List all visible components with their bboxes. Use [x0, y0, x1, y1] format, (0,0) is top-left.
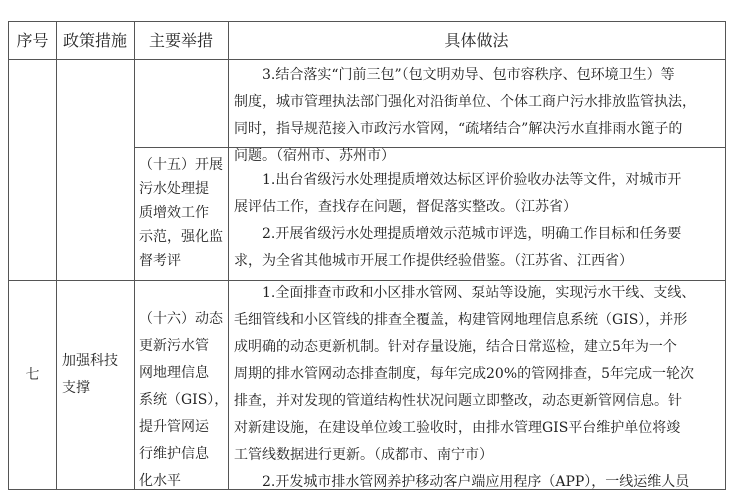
header-no: 序号	[16, 31, 49, 50]
divider	[9, 59, 725, 60]
divider	[134, 22, 135, 489]
text-line: 行维护信息	[139, 446, 209, 462]
text-line: 排查，并对发现的管道结构性状况问题立即整改，动态更新管网信息。针	[234, 393, 682, 409]
text-line: 制度，城市管理执法部门强化对沿街单位、个体工商户污水排放监管执法，	[234, 94, 696, 110]
text-line: 督考评	[139, 253, 181, 269]
text-line: 2.开发城市排水管网养护移动客户端应用程序（APP），一线运维人员	[262, 474, 690, 490]
text-line: 周期的排水管网动态排查制度，每年完成20%的管网排查，5年完成一轮次	[234, 366, 695, 382]
row3-detail	[234, 280, 695, 496]
row3-no: 七	[25, 367, 40, 383]
text-line: 工管线数据进行更新。（成都市、南宁市）	[234, 447, 493, 463]
text-line: 对新建设施，在建设单位竣工验收时，由排水管理GIS平台维护单位将竣	[234, 420, 681, 436]
text-line: 毛细管线和小区管线的排查全覆盖，构建管网地理信息系统（GIS），并形	[234, 312, 688, 328]
text-line: 2.开展省级污水处理提质增效示范城市评选，明确工作目标和任务要	[262, 226, 682, 242]
text-line: 同时，指导规范接入市政污水管网，“疏堵结合”解决污水直排雨水篦子的	[234, 121, 683, 137]
text-line: 成明确的动态更新机制。针对存量设施，结合日常巡检，建立5年为一个	[234, 339, 677, 355]
text-line: 1.全面排查市政和小区排水管网、泵站等设施，实现污水干线、支线、	[262, 285, 696, 301]
text-line: （十五）开展	[139, 157, 223, 173]
header-measure: 主要举措	[148, 31, 213, 50]
divider	[56, 22, 57, 489]
text-line: 加强科技	[62, 353, 118, 369]
header-policy: 政策措施	[62, 31, 127, 50]
text-line: （十六）动态	[139, 311, 223, 327]
text-line: 问题。（宿州市、苏州市）	[234, 148, 395, 164]
policy-table	[8, 21, 726, 490]
header-detail: 具体做法	[444, 31, 509, 50]
text-line: 网地理信息	[139, 365, 209, 381]
row2-measure	[139, 153, 223, 273]
row3-policy	[62, 348, 118, 402]
text-line: 示范，强化监	[139, 229, 223, 245]
text-line: 质增效工作	[139, 205, 209, 221]
text-line: 更新污水管	[139, 338, 209, 354]
text-line: 化水平	[139, 473, 181, 489]
text-line: 展评估工作，查找存在问题，督促落实整改。（江苏省）	[234, 199, 577, 215]
text-line: 求，为全省其他城市开展工作提供经验借鉴。（江苏省、江西省）	[234, 253, 633, 269]
row3-measure	[139, 306, 228, 495]
text-line: 污水处理提	[139, 181, 209, 197]
text-line: 提升管网运	[139, 419, 209, 435]
text-line: 1.出台省级污水处理提质增效达标区评价验收办法等文件，对城市开	[262, 172, 682, 188]
text-line: 3.结合落实“门前三包”（包文明劝导、包市容秩序、包环境卫生）等	[262, 67, 675, 83]
text-line: 支撑	[62, 380, 90, 396]
text-line: 系统（GIS），	[139, 392, 229, 408]
row1-detail	[234, 62, 696, 170]
row2-detail	[234, 167, 681, 275]
